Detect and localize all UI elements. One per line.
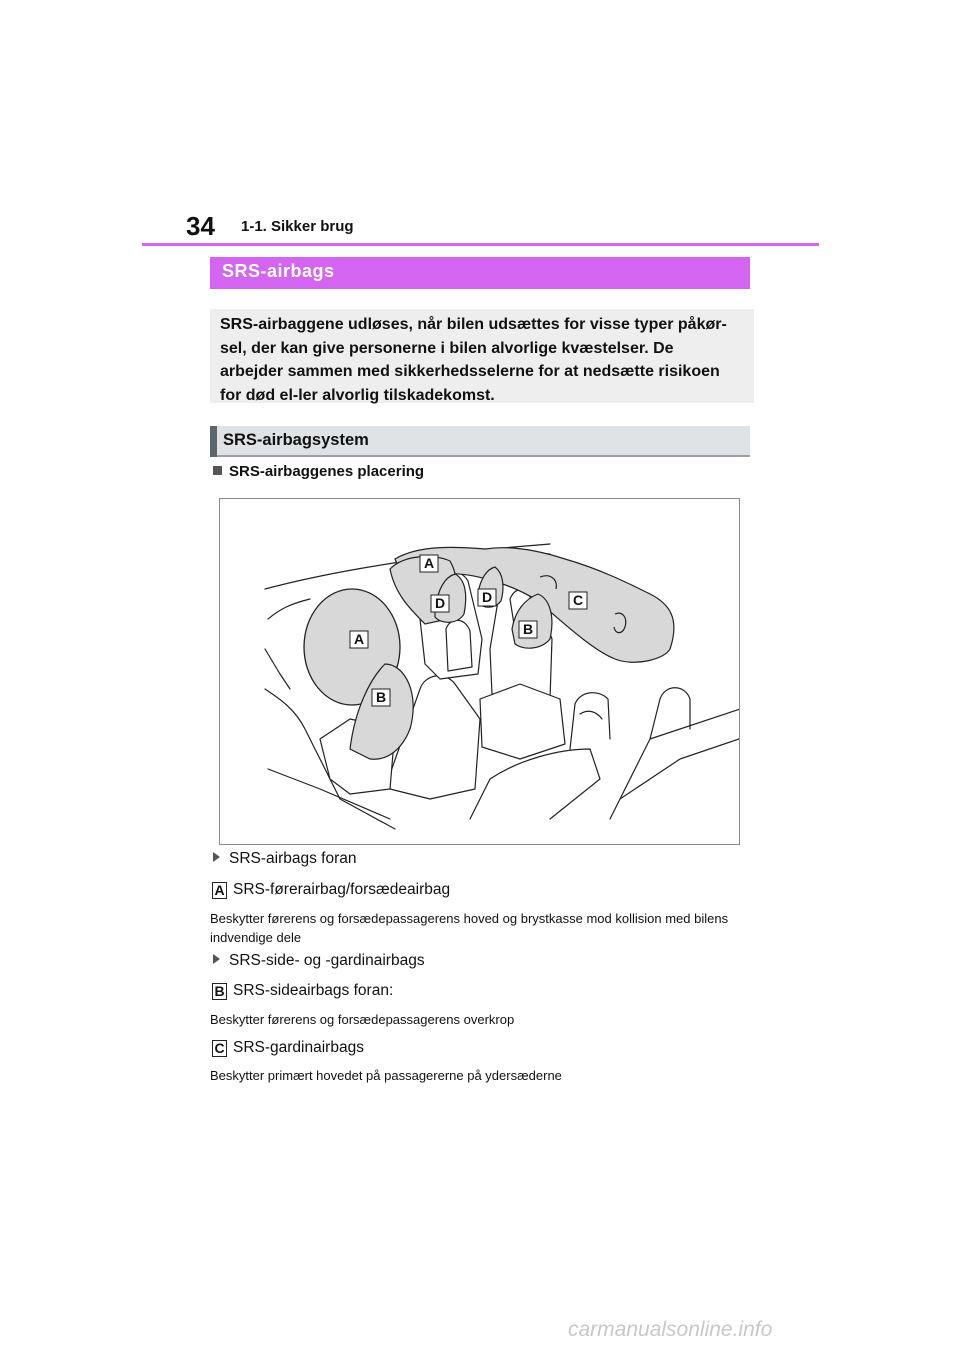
group-side-curtain-airbags xyxy=(213,952,425,970)
section-label: 1-1. Sikker brug xyxy=(241,218,354,235)
group-text: SRS-airbags foran xyxy=(229,850,357,867)
svg-text:B: B xyxy=(375,689,387,705)
airbag-figure xyxy=(219,498,740,845)
square-bullet-icon xyxy=(213,466,222,475)
item-desc-b: Beskytter førerens og forsædepassagerens overkrop xyxy=(210,1012,515,1027)
letter-box-a: A xyxy=(212,882,227,899)
svg-text:B: B xyxy=(522,621,534,637)
car-interior-illustration xyxy=(220,499,739,844)
item-label-c: SRS-gardinairbags xyxy=(233,1039,364,1056)
page-number: 34 xyxy=(186,211,215,241)
item-desc-c: Beskytter primært hovedet på passagererne på ydersæderne xyxy=(210,1068,562,1083)
topic-text: SRS-airbaggenes placering xyxy=(229,463,425,480)
callout-b-passenger xyxy=(519,621,537,638)
sub-heading xyxy=(210,426,750,457)
svg-text:A: A xyxy=(423,555,435,571)
topic-heading xyxy=(213,463,424,480)
callout-b-driver xyxy=(372,689,390,706)
watermark: carmanualsonline.info xyxy=(568,1318,773,1341)
sub-heading-text: SRS-airbagsystem xyxy=(223,431,369,449)
sub-heading-bar xyxy=(210,426,217,457)
svg-text:A: A xyxy=(353,631,365,647)
group-front-airbags xyxy=(213,850,357,868)
arrow-bullet-icon xyxy=(213,954,220,964)
letter-box-c: C xyxy=(212,1040,227,1057)
callout-d-left xyxy=(431,595,449,612)
item-desc-a: Beskytter førerens og forsædepassagerens hoved og brystkasse mod kollision med bilens indvendige dele xyxy=(210,911,729,945)
intro-text: SRS-airbaggene udløses, når bilen udsættes for visse typer påkør-sel, der kan give personerne i bilen alvorlige kvæstelser. De arbejder sammen med sikkerhedsselerne for at nedsætte risikoen for død el-ler alvorlig tilskadekomst. xyxy=(220,316,727,404)
item-label-a: SRS-førerairbag/forsædeairbag xyxy=(233,881,451,898)
svg-text:C: C xyxy=(572,592,584,608)
group-text: SRS-side- og -gardinairbags xyxy=(229,952,425,969)
header-rule xyxy=(142,243,819,246)
callout-a-front xyxy=(420,555,438,572)
callout-a-driver xyxy=(350,631,368,648)
callout-c-curtain xyxy=(569,592,587,609)
item-label-b: SRS-sideairbags foran: xyxy=(233,982,394,999)
arrow-bullet-icon xyxy=(213,852,220,862)
letter-box-b: B xyxy=(212,983,227,1000)
svg-text:D: D xyxy=(481,589,493,605)
intro-box xyxy=(210,309,754,403)
svg-text:D: D xyxy=(434,595,446,611)
main-heading: SRS-airbags xyxy=(210,257,750,289)
callout-d-right xyxy=(478,589,496,606)
